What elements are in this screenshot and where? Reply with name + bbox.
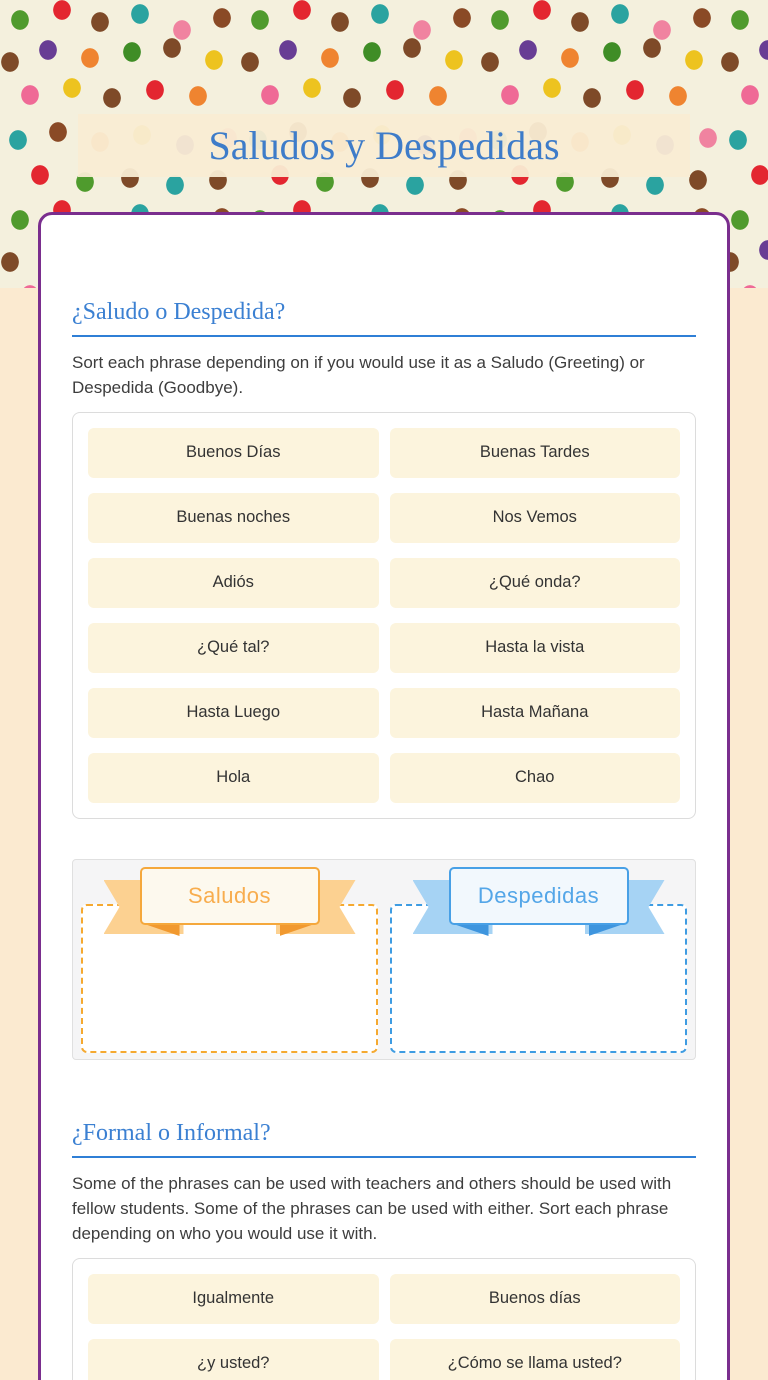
phrase-tile[interactable]: Nos Vemos: [390, 493, 681, 543]
section1-heading: ¿Saludo o Despedida?: [72, 299, 286, 325]
worksheet-title-banner: [78, 114, 690, 177]
saludos-zone: [81, 866, 378, 1053]
despedidas-zone: [390, 866, 687, 1053]
section1-phrase-bank: [72, 412, 696, 819]
section2-instructions: Some of the phrases can be used with teachers and others should be used with fellow students. Some of the phrases can be used with either. Sort each phrase depending on who you would use it with.: [72, 1173, 672, 1243]
phrase-tile[interactable]: ¿Cómo se llama usted?: [390, 1339, 681, 1380]
section2-heading: ¿Formal o Informal?: [72, 1119, 271, 1146]
phrase-tile[interactable]: Buenas Tardes: [390, 428, 681, 478]
phrase-tile[interactable]: ¿Qué tal?: [88, 623, 379, 673]
despedidas-zone-label: Despedidas: [449, 867, 629, 925]
worksheet-title: Saludos y Despedidas: [208, 123, 560, 168]
phrase-tile[interactable]: Hasta Luego: [88, 688, 379, 738]
phrase-tile[interactable]: Hasta Mañana: [390, 688, 681, 738]
phrase-tile[interactable]: Buenos Días: [88, 428, 379, 478]
phrase-tile[interactable]: ¿y usted?: [88, 1339, 379, 1380]
phrase-tile[interactable]: Buenas noches: [88, 493, 379, 543]
phrase-tile[interactable]: Buenos días: [390, 1274, 681, 1324]
saludos-zone-label: Saludos: [140, 867, 320, 925]
section1-heading-rule: [72, 335, 696, 337]
phrase-tile[interactable]: Hola: [88, 753, 379, 803]
phrase-tile[interactable]: Chao: [390, 753, 681, 803]
section2-heading-rule: [72, 1156, 696, 1158]
sort-dropzones-panel: [72, 859, 696, 1060]
section1-instructions: Sort each phrase depending on if you would use it as a Saludo (Greeting) or Despedida (Goodbye).: [72, 353, 645, 397]
section2-phrase-bank: [72, 1258, 696, 1380]
phrase-tile[interactable]: Hasta la vista: [390, 623, 681, 673]
phrase-tile[interactable]: Igualmente: [88, 1274, 379, 1324]
phrase-tile[interactable]: ¿Qué onda?: [390, 558, 681, 608]
worksheet-card: [38, 212, 730, 1380]
saludos-ribbon-banner: [104, 867, 356, 939]
phrase-tile[interactable]: Adiós: [88, 558, 379, 608]
despedidas-ribbon-banner: [413, 867, 665, 939]
